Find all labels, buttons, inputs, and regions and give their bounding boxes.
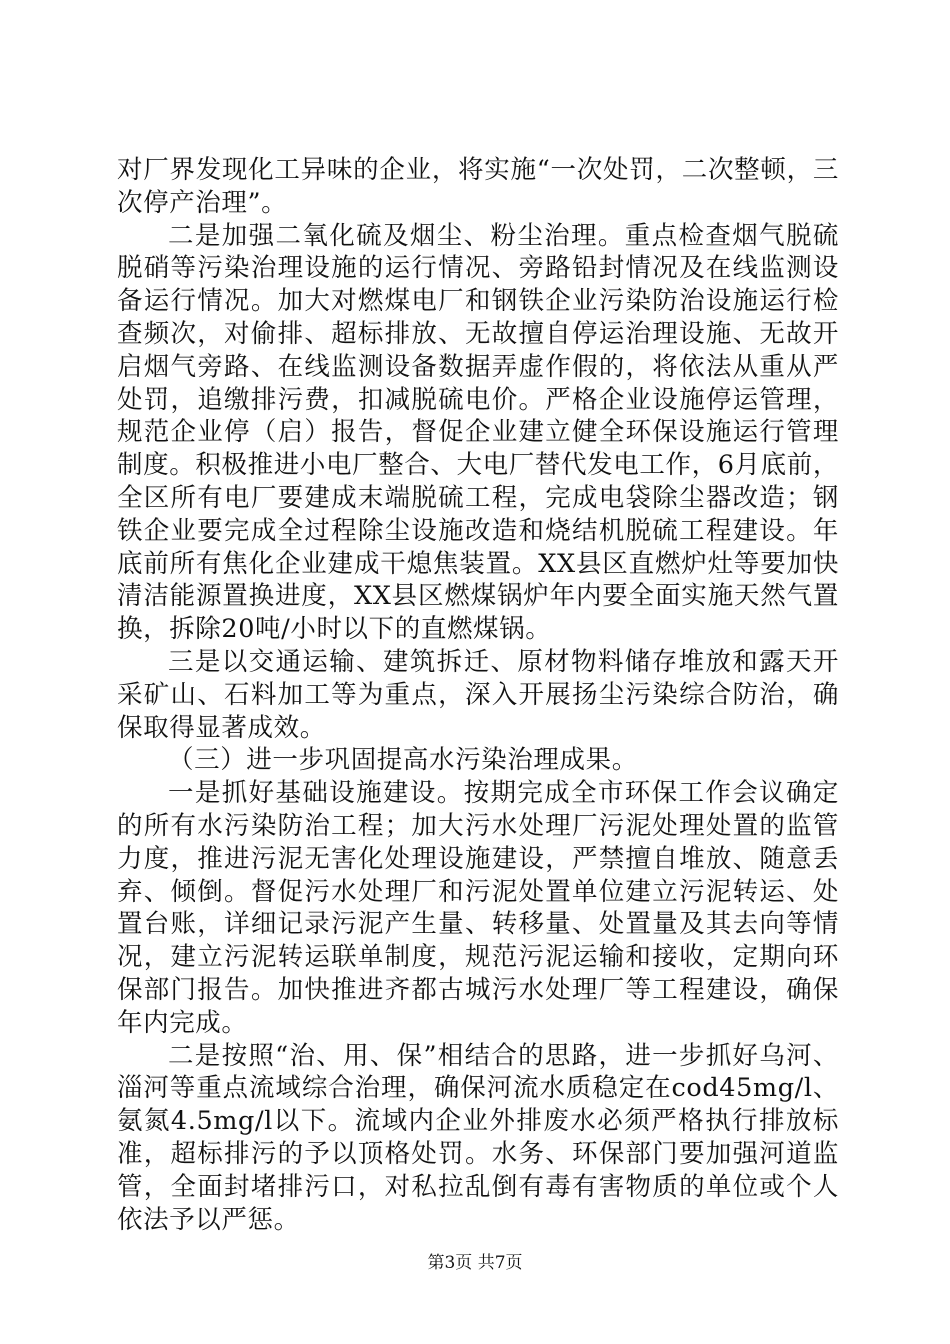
page-number-footer: 第3页 共7页: [427, 1253, 523, 1273]
document-body: [117, 154, 839, 1236]
paragraph-so2-dust-control: 二是加强二氧化硫及烟尘、粉尘治理。重点检查烟气脱硫脱硝等污染治理设施的运行情况、旁路铅封情况及在线监测设备运行情况。加大对燃煤电厂和钢铁企业污染防治设施运行检查频次，对偷排、超标排放、无故擅自停运治理设施、无故开启烟气旁路、在线监测设备数据弄虚作假的，将依法从重从严处罚，追缴排污费，扣减脱硫电价。严格企业设施停运管理，规范企业停（启）报告，督促企业建立健全环保设施运行管理制度。积极推进小电厂整合、大电厂替代发电工作，6月底前，全区所有电厂要建成末端脱硫工程，完成电袋除尘器改造；钢铁企业要完成全过程除尘设施改造和烧结机脱硫工程建设。年底前所有焦化企业建成干熄焦装置。XX县区直燃炉灶等要加快清洁能源置换进度，XX县区燃煤锅炉年内要全面实施天然气置换，拆除20吨/小时以下的直燃煤锅。: [117, 220, 839, 645]
section-heading-water: （三）进一步巩固提高水污染治理成果。: [168, 745, 638, 776]
paragraph-continuation: 对厂界发现化工异味的企业，将实施“一次处罚，二次整顿，三次停产治理”。: [117, 155, 839, 218]
paragraph-river-governance: 二是按照“治、用、保”相结合的思路，进一步抓好乌河、淄河等重点流域综合治理，确保河流水质稳定在cod45mg/l、氨氮4.5mg/l以下。流域内企业外排废水必须严格执行排放标准，超标排污的予以顶格处罚。水务、环保部门要加强河道监管，全面封堵排污口，对私拉乱倒有毒有害物质的单位或个人依法予以严惩。: [117, 1040, 839, 1235]
paragraph-dust-pollution: 三是以交通运输、建筑拆迁、原材物料储存堆放和露天开采矿山、石料加工等为重点，深入开展扬尘污染综合防治，确保取得显著成效。: [117, 646, 839, 743]
paragraph-infrastructure: 一是抓好基础设施建设。按期完成全市环保工作会议确定的所有水污染防治工程；加大污水处理厂污泥处理处置的监管力度，推进污泥无害化处理设施建设，严禁擅自堆放、随意丢弃、倾倒。督促污水处理厂和污泥处置单位建立污泥转运、处置台账，详细记录污泥产生量、转移量、处置量及其去向等情况，建立污泥转运联单制度，规范污泥运输和接收，定期向环保部门报告。加快推进齐都古城污水处理厂等工程建设，确保年内完成。: [117, 778, 839, 1038]
